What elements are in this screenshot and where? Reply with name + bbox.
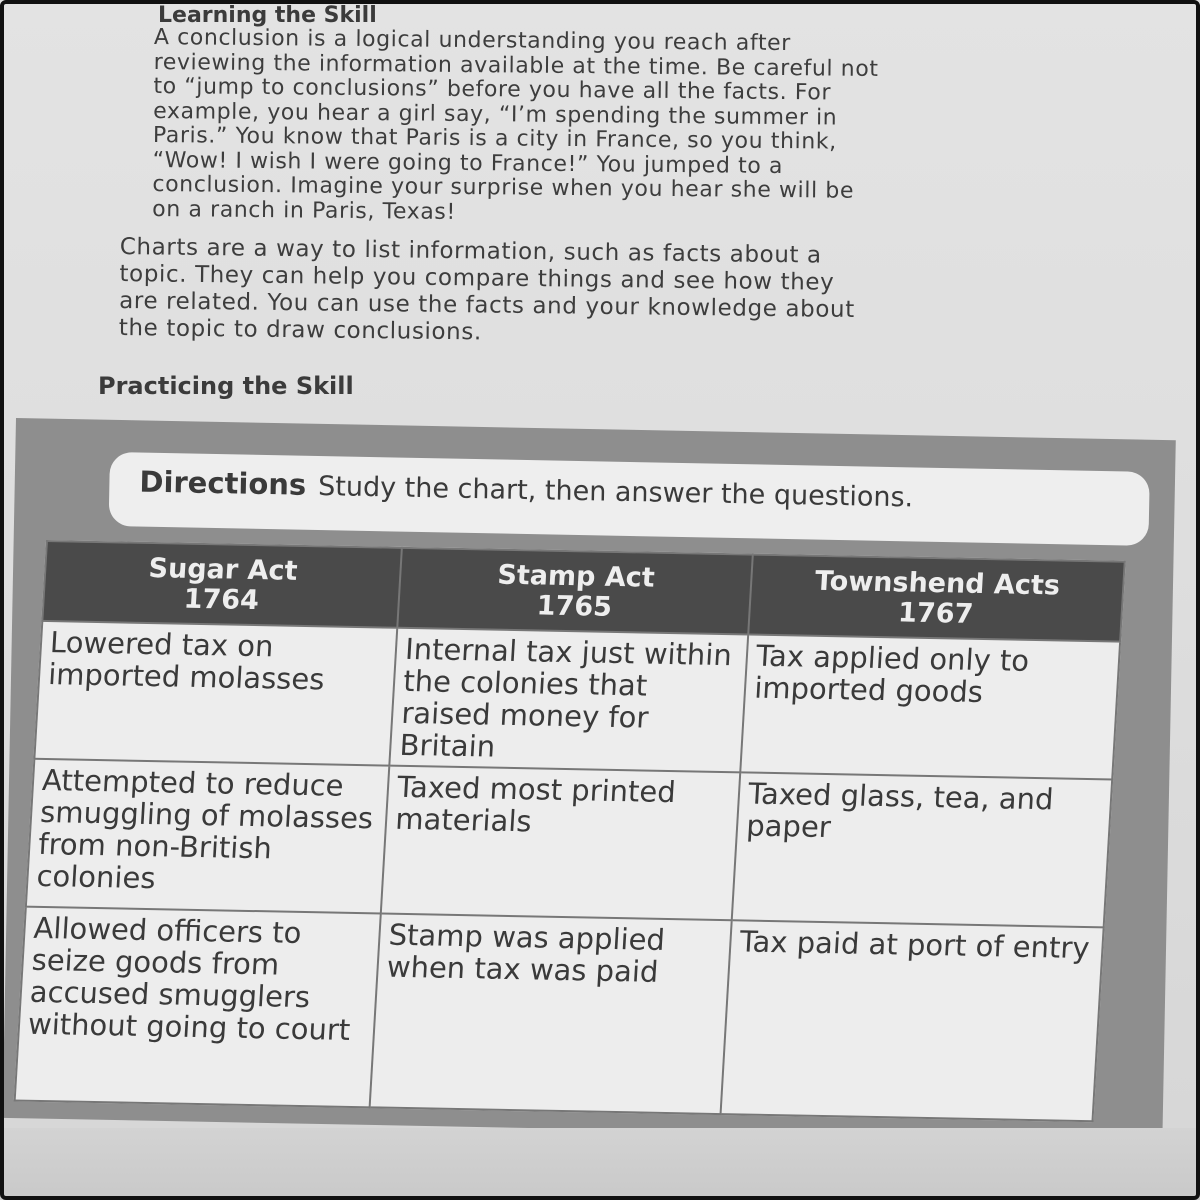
table-cell: Tax paid at port of entry [721,920,1104,1121]
acts-chart [14,540,1126,1122]
p1-line: on a ranch in Paris, Texas! [152,196,456,225]
directions-text: Study the chart, then answer the questions. [317,471,914,514]
header-stamp-act [397,548,753,635]
header-name: Sugar Act [147,552,299,587]
practicing-heading: Practicing the Skill [98,372,354,400]
page-bottom-shadow [0,1128,1200,1200]
p2-line: are related. You can use the facts and your knowledge about [119,287,855,323]
p1-line: example, you hear a girl say, “I’m spending the summer in [153,98,838,131]
learning-heading: Learning the Skill [158,3,377,28]
p1-line: Paris.” You know that Paris is a city in France, so you think, [152,122,837,155]
table-cell: Taxed most printed materials [381,766,741,921]
table-row [34,621,1120,780]
p1-line: A conclusion is a logical understanding you reach after [153,25,792,57]
table-row [15,907,1104,1122]
p2-line: topic. They can help you compare things and see how they [119,260,835,296]
header-year: 1765 [535,590,613,623]
p2-line: Charts are a way to list information, such as facts about a [119,234,822,269]
table-cell: Tax applied only to imported goods [741,635,1121,780]
learning-paragraph-2 [119,234,856,351]
table-cell: Stamp was applied when tax was paid [370,913,732,1114]
header-name: Townshend Acts [814,565,1061,602]
p2-line: the topic to draw conclusions. [118,314,482,346]
table-cell: Allowed officers to seize goods from accused smugglers without going to court [15,907,381,1108]
header-year: 1767 [897,597,975,630]
table-cell: Lowered tax on imported molasses [34,621,397,766]
table-row [26,759,1112,928]
learning-paragraph-1 [152,26,879,229]
table-cell: Taxed glass, tea, and paper [732,772,1112,927]
table-cell: Internal tax just within the colonies that raised money for Britain [390,628,749,773]
table-cell: Attempted to reduce smuggling of molasses from non-British colonies [26,759,390,914]
p1-line: “Wow! I wish I were going to France!” You jumped to a [152,147,784,179]
p1-line: reviewing the information available at the time. Be careful not [153,49,879,82]
header-year: 1764 [182,583,260,617]
header-name: Stamp Act [496,559,656,594]
p1-line: to “jump to conclusions” before you have all the facts. For [153,73,832,106]
header-townshend-acts [748,555,1124,642]
directions-label: Directions [139,464,307,502]
p1-line: conclusion. Imagine your surprise when you hear she will be [152,171,855,204]
header-sugar-act [42,541,402,628]
